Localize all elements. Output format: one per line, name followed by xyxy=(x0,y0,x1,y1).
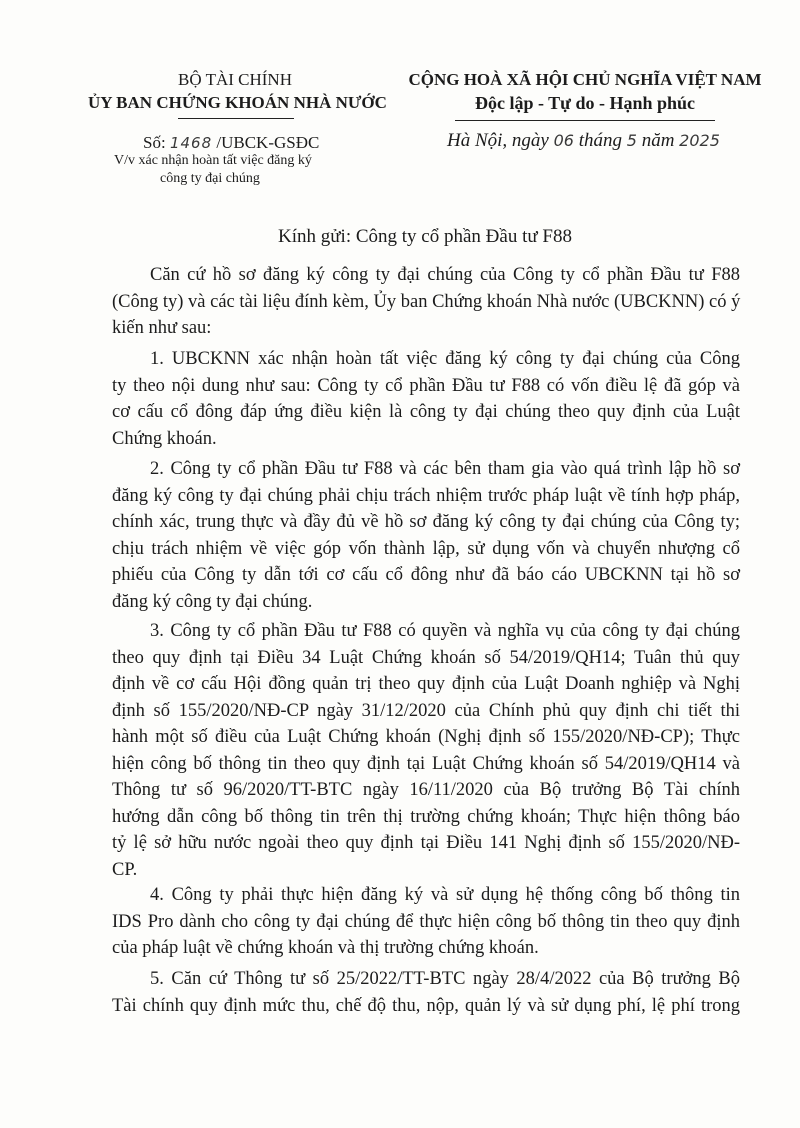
paragraph-item-3 xyxy=(112,618,740,883)
paragraph-line: định về cơ cấu Hội đồng quản trị theo quy định của Luật Doanh nghiệp và Nghị xyxy=(112,674,740,694)
paragraph-line: của pháp luật về chứng khoán và thị trường chứng khoán. xyxy=(112,938,539,958)
paragraph-line: ty theo nội dung như sau: Công ty cổ phần Đầu tư F88 có vốn điều lệ đã góp và xyxy=(112,375,740,396)
paragraph-line: kiến như sau: xyxy=(112,318,212,338)
paragraph-line: 2. Công ty cổ phần Đầu tư F88 và các bên tham gia vào quá trình lập hồ sơ xyxy=(150,459,740,479)
national-motto: Độc lập - Tự do - Hạnh phúc xyxy=(474,93,696,113)
paragraph-line: theo quy định tại Điều 34 Luật Chứng khoán số 54/2019/QH14; Tuân thủ quy xyxy=(112,647,740,668)
paragraph-line: Căn cứ hồ sơ đăng ký công ty đại chúng của Công ty cổ phần Đầu tư F88 xyxy=(150,265,740,285)
paragraph-line: Thông tư số 96/2020/TT-BTC ngày 16/11/2020 của Bộ trưởng Bộ Tài chính xyxy=(112,780,740,800)
paragraph-line: (Công ty) và các tài liệu đính kèm, Ủy ban Chứng khoán Nhà nước (UBCKNN) có ý xyxy=(112,291,741,312)
date-month: 5 xyxy=(626,131,637,150)
paragraph-line: Tài chính quy định mức thu, chế độ thu, nộp, quản lý và sử dụng phí, lệ phí trong xyxy=(112,995,740,1016)
paragraph-line: hiện công bố thông tin theo quy định tại Luật Chứng khoán số 54/2019/QH14 và xyxy=(112,753,740,774)
date-year: 2025 xyxy=(679,131,720,150)
paragraph-line: hướng dẫn công bố thông tin trên thị trường chứng khoán; Thực hiện thông báo xyxy=(112,806,740,827)
paragraph-line: Chứng khoán. xyxy=(112,428,217,449)
document-number-prefix: Số: xyxy=(143,133,166,152)
document-number xyxy=(143,133,319,153)
subject-line-2: công ty đại chúng xyxy=(160,171,260,186)
paragraph-line: 3. Công ty cổ phần Đầu tư F88 có quyền và nghĩa vụ của công ty đại chúng xyxy=(150,621,740,641)
paragraph-line: định số 155/2020/NĐ-CP ngày 31/12/2020 của Chính phủ quy định chi tiết thi xyxy=(112,700,740,721)
subject-line-1: V/v xác nhận hoàn tất việc đăng ký xyxy=(114,153,312,168)
paragraph-line: đăng ký công ty đại chúng phải chịu trách nhiệm trước pháp luật về tính hợp pháp, xyxy=(112,485,740,506)
date-day: 06 xyxy=(553,131,574,150)
place-date xyxy=(447,130,720,152)
paragraph-line: chính xác, trung thực và đầy đủ về hồ sơ đăng ký công ty đại chúng của Công ty; xyxy=(112,512,740,532)
paragraph-line: 1. UBCKNN xác nhận hoàn tất việc đăng ký công ty đại chúng của Công xyxy=(150,349,740,369)
paragraph-line: tỷ lệ sở hữu nước ngoài theo quy định tại Điều 141 Nghị định số 155/2020/NĐ- xyxy=(112,833,740,853)
paragraph-item-5 xyxy=(112,966,740,1019)
agency-underline xyxy=(178,118,294,119)
paragraph-line: cơ cấu cổ đông đáp ứng điều kiện là công ty đại chúng theo quy định của Luật xyxy=(112,402,740,422)
paragraph-line: 5. Căn cứ Thông tư số 25/2022/TT-BTC ngày 28/4/2022 của Bộ trưởng Bộ xyxy=(150,969,740,989)
paragraph-line: chịu trách nhiệm về việc góp vốn thành lập, sử dụng vốn và chuyển nhượng cổ xyxy=(112,538,740,559)
paragraph-item-1 xyxy=(112,346,740,452)
paragraph-intro xyxy=(112,262,740,342)
paragraph-line: IDS Pro dành cho công ty đại chúng để thực hiện công bố thông tin theo quy định xyxy=(112,911,740,932)
agency-ministry: BỘ TÀI CHÍNH xyxy=(178,70,292,89)
addressee: Kính gửi: Công ty cổ phần Đầu tư F88 xyxy=(278,226,572,247)
agency-commission: ỦY BAN CHỨNG KHOÁN NHÀ NƯỚC xyxy=(88,93,387,112)
date-prefix: Hà Nội, ngày xyxy=(447,130,549,151)
paragraph-line: đăng ký công ty đại chúng. xyxy=(112,591,313,612)
date-month-label: tháng xyxy=(578,130,622,151)
document-number-handwritten: 1468 xyxy=(169,134,213,152)
motto-underline xyxy=(455,120,715,121)
document-number-suffix: /UBCK-GSĐC xyxy=(216,133,320,152)
paragraph-item-4 xyxy=(112,882,740,962)
date-year-label: năm xyxy=(641,130,675,151)
paragraph-item-2 xyxy=(112,456,740,615)
paragraph-line: 4. Công ty phải thực hiện đăng ký và sử dụng hệ thống công bố thông tin xyxy=(150,885,740,905)
national-title: CỘNG HOÀ XÃ HỘI CHỦ NGHĨA VIỆT NAM xyxy=(408,70,762,89)
paragraph-line: phiếu của Công ty dẫn tới cơ cấu cổ đông như đã báo cáo UBCKNN tại hồ sơ xyxy=(112,565,740,585)
paragraph-line: CP. xyxy=(112,859,138,880)
paragraph-line: hành một số điều của Luật Chứng khoán (Nghị định số 155/2020/NĐ-CP); Thực xyxy=(112,727,740,747)
